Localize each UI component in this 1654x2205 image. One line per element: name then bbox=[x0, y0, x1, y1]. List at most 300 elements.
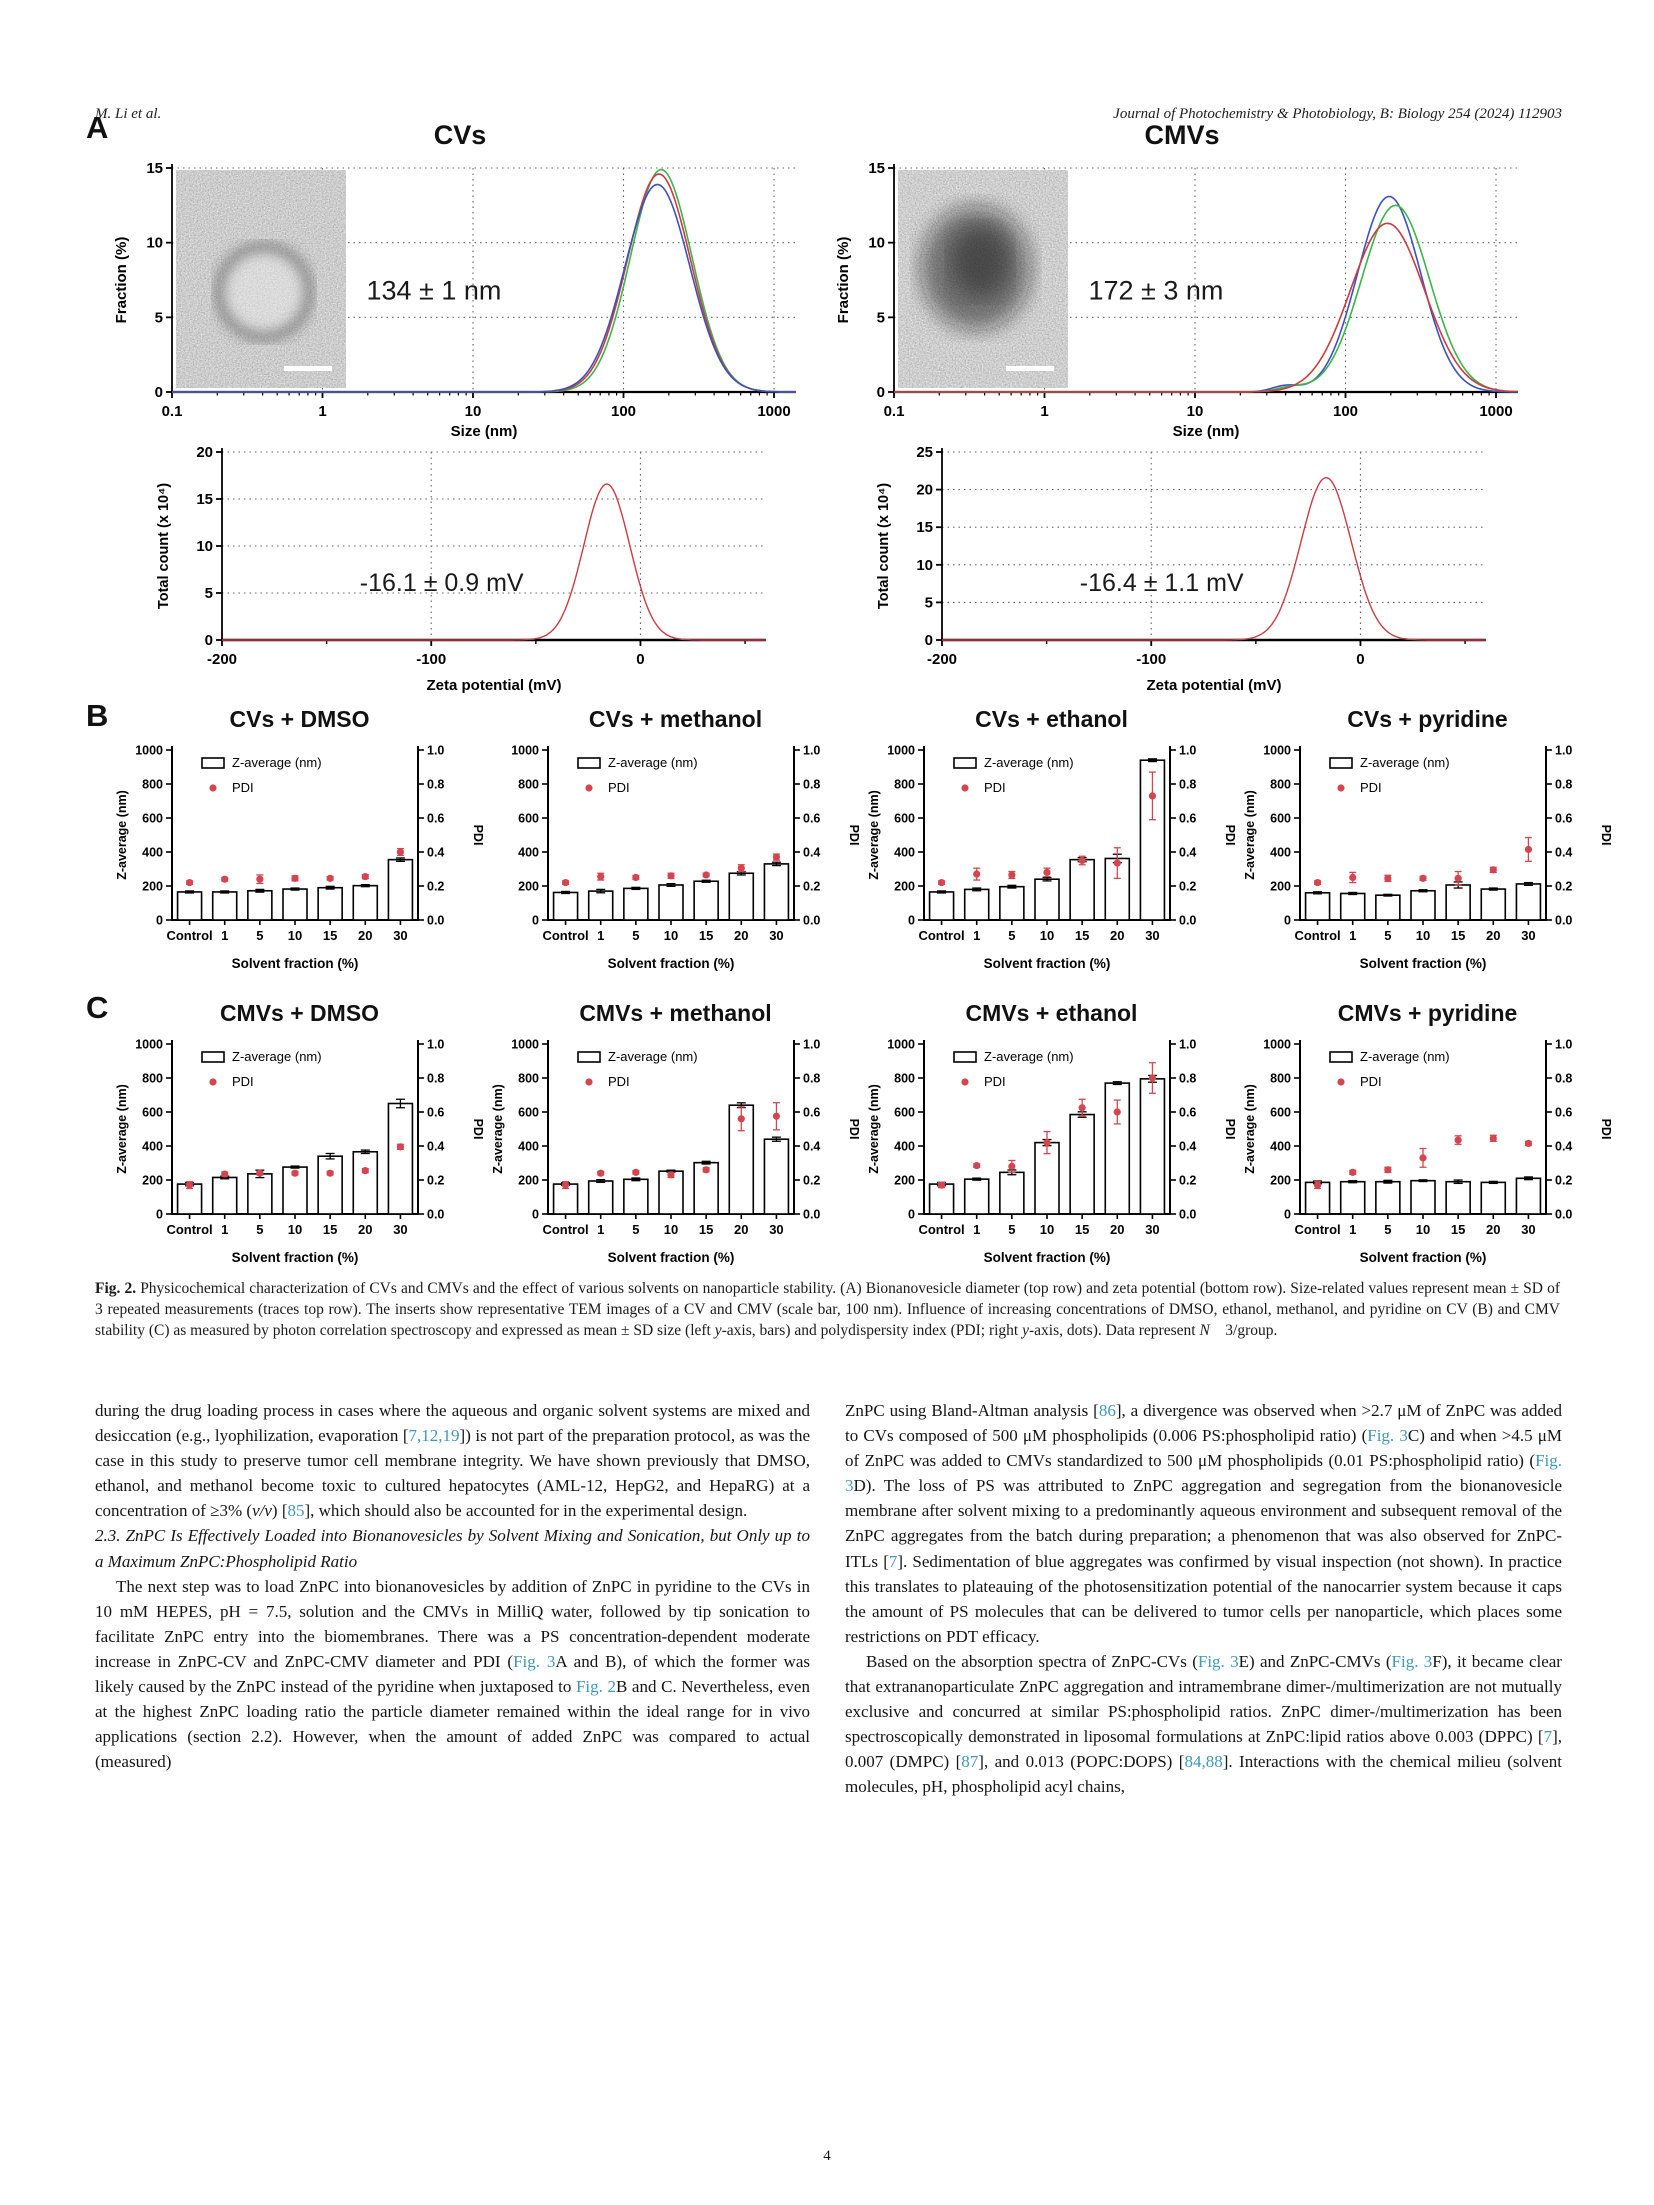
svg-text:Size (nm): Size (nm) bbox=[450, 423, 518, 440]
svg-text:1: 1 bbox=[597, 1222, 605, 1237]
svg-text:20: 20 bbox=[358, 1222, 373, 1237]
svg-text:400: 400 bbox=[894, 845, 915, 860]
svg-text:600: 600 bbox=[1270, 811, 1291, 826]
svg-text:800: 800 bbox=[1270, 1071, 1291, 1086]
svg-text:10: 10 bbox=[868, 234, 885, 252]
svg-text:1.0: 1.0 bbox=[1555, 1037, 1573, 1052]
svg-text:10: 10 bbox=[1039, 928, 1055, 943]
svg-text:PDI: PDI bbox=[984, 1074, 1006, 1089]
cmv-methanol-chart-block bbox=[488, 1000, 863, 1279]
svg-text:30: 30 bbox=[769, 1222, 784, 1237]
svg-text:600: 600 bbox=[1270, 1105, 1291, 1120]
svg-text:0: 0 bbox=[1356, 651, 1365, 668]
svg-text:Z-average (nm): Z-average (nm) bbox=[115, 1084, 129, 1174]
cmv-methanol-title: CMVs + methanol bbox=[579, 1000, 772, 1026]
svg-text:1000: 1000 bbox=[511, 743, 539, 758]
citation-link[interactable]: Fig. 2 bbox=[575, 1677, 616, 1697]
svg-text:0.8: 0.8 bbox=[1179, 777, 1197, 792]
svg-text:-100: -100 bbox=[1136, 651, 1167, 668]
svg-text:0.4: 0.4 bbox=[1179, 1139, 1197, 1154]
svg-text:1: 1 bbox=[221, 928, 229, 943]
svg-text:5: 5 bbox=[1008, 928, 1016, 943]
tem-insert-cv-image bbox=[176, 170, 346, 388]
svg-text:600: 600 bbox=[142, 811, 163, 826]
svg-text:Solvent fraction (%): Solvent fraction (%) bbox=[607, 956, 735, 971]
vesicle-ring bbox=[220, 248, 308, 336]
svg-text:PDI: PDI bbox=[1360, 780, 1382, 795]
svg-text:PDI: PDI bbox=[1599, 824, 1613, 846]
svg-text:Fraction (%): Fraction (%) bbox=[835, 236, 852, 324]
svg-text:15: 15 bbox=[322, 1222, 338, 1237]
svg-text:0.4: 0.4 bbox=[427, 1139, 445, 1154]
svg-text:0.4: 0.4 bbox=[803, 1139, 821, 1154]
svg-text:Solvent fraction (%): Solvent fraction (%) bbox=[607, 1250, 735, 1265]
svg-text:100: 100 bbox=[610, 403, 637, 420]
svg-text:15: 15 bbox=[868, 160, 885, 177]
svg-text:Solvent fraction (%): Solvent fraction (%) bbox=[231, 1250, 359, 1265]
svg-text:Control: Control bbox=[918, 928, 965, 943]
svg-text:1.0: 1.0 bbox=[427, 743, 445, 758]
svg-text:Z-average (nm): Z-average (nm) bbox=[867, 790, 881, 880]
svg-text:1000: 1000 bbox=[887, 1037, 915, 1052]
svg-text:0.0: 0.0 bbox=[1179, 1207, 1197, 1222]
svg-text:0.2: 0.2 bbox=[1179, 1173, 1197, 1188]
svg-text:0: 0 bbox=[156, 913, 163, 928]
cv-ethanol-bar-chart bbox=[864, 734, 1239, 980]
svg-text:PDI: PDI bbox=[608, 1074, 630, 1089]
svg-text:0.8: 0.8 bbox=[1179, 1071, 1197, 1086]
svg-text:0: 0 bbox=[1284, 913, 1291, 928]
svg-text:0.2: 0.2 bbox=[427, 879, 445, 894]
svg-text:Z-average (nm): Z-average (nm) bbox=[1360, 1049, 1450, 1064]
svg-text:10: 10 bbox=[663, 928, 679, 943]
svg-text:10: 10 bbox=[287, 1222, 303, 1237]
svg-text:0.6: 0.6 bbox=[427, 1105, 445, 1120]
svg-text:PDI: PDI bbox=[847, 824, 861, 846]
svg-text:0: 0 bbox=[204, 632, 213, 649]
svg-text:0.2: 0.2 bbox=[803, 1173, 821, 1188]
svg-text:30: 30 bbox=[1145, 1222, 1160, 1237]
cmv-ethanol-chart-block bbox=[864, 1000, 1239, 1279]
svg-text:0.2: 0.2 bbox=[427, 1173, 445, 1188]
svg-text:0.4: 0.4 bbox=[1179, 845, 1197, 860]
cv-pyridine-chart-block bbox=[1240, 706, 1615, 985]
svg-text:5: 5 bbox=[1008, 1222, 1016, 1237]
svg-text:30: 30 bbox=[1145, 928, 1160, 943]
svg-text:Control: Control bbox=[166, 1222, 213, 1237]
cv-dmso-bar-chart bbox=[112, 734, 487, 980]
svg-text:800: 800 bbox=[142, 1071, 163, 1086]
svg-text:600: 600 bbox=[518, 811, 539, 826]
svg-text:5: 5 bbox=[154, 309, 163, 327]
svg-text:15: 15 bbox=[1450, 928, 1466, 943]
svg-text:Zeta potential (mV): Zeta potential (mV) bbox=[426, 677, 562, 694]
svg-text:400: 400 bbox=[1270, 845, 1291, 860]
tem-insert-cmv-image bbox=[898, 170, 1068, 388]
svg-text:0.6: 0.6 bbox=[1555, 811, 1573, 826]
svg-text:0: 0 bbox=[924, 632, 933, 649]
svg-text:Z-average (nm): Z-average (nm) bbox=[984, 755, 1074, 770]
svg-text:Control: Control bbox=[542, 1222, 589, 1237]
svg-text:Z-average (nm): Z-average (nm) bbox=[232, 755, 322, 770]
svg-text:0: 0 bbox=[908, 1207, 915, 1222]
panel-a-label: A bbox=[86, 110, 109, 145]
citation-link[interactable]: 87 bbox=[961, 1752, 979, 1772]
svg-text:200: 200 bbox=[894, 1173, 915, 1188]
cv-pyridine-bar-chart bbox=[1240, 734, 1615, 980]
svg-text:134 ± 1 nm: 134 ± 1 nm bbox=[366, 275, 502, 306]
citation-link[interactable]: Fig. 3 bbox=[845, 1451, 1562, 1496]
svg-text:800: 800 bbox=[894, 777, 915, 792]
citation-link[interactable]: 86 bbox=[1098, 1401, 1116, 1420]
svg-text:Control: Control bbox=[1294, 1222, 1341, 1237]
svg-text:20: 20 bbox=[1486, 928, 1501, 943]
svg-text:200: 200 bbox=[518, 1173, 539, 1188]
svg-text:600: 600 bbox=[518, 1105, 539, 1120]
svg-text:Z-average (nm): Z-average (nm) bbox=[984, 1049, 1074, 1064]
svg-text:0.0: 0.0 bbox=[1555, 1207, 1573, 1222]
svg-text:5: 5 bbox=[1384, 928, 1392, 943]
svg-text:1: 1 bbox=[1349, 1222, 1357, 1237]
citation-link[interactable]: 84,88 bbox=[1184, 1752, 1223, 1772]
svg-text:0.8: 0.8 bbox=[427, 777, 445, 792]
svg-text:0.4: 0.4 bbox=[427, 845, 445, 860]
svg-text:PDI: PDI bbox=[847, 1118, 861, 1140]
svg-text:0: 0 bbox=[532, 1207, 539, 1222]
svg-text:200: 200 bbox=[1270, 1173, 1291, 1188]
svg-text:15: 15 bbox=[196, 491, 213, 508]
svg-text:-16.1 ± 0.9 mV: -16.1 ± 0.9 mV bbox=[359, 569, 524, 598]
cv-ethanol-title: CVs + ethanol bbox=[975, 706, 1128, 732]
svg-text:1: 1 bbox=[1349, 928, 1357, 943]
svg-text:PDI: PDI bbox=[1599, 1118, 1613, 1140]
svg-text:Control: Control bbox=[918, 1222, 965, 1237]
cv-methanol-bar-chart bbox=[488, 734, 863, 980]
citation-link[interactable]: 7 bbox=[888, 1551, 898, 1571]
svg-text:Total count (x 10⁴): Total count (x 10⁴) bbox=[156, 482, 172, 610]
svg-text:-100: -100 bbox=[416, 651, 447, 668]
svg-text:200: 200 bbox=[518, 879, 539, 894]
svg-text:PDI: PDI bbox=[608, 780, 630, 795]
citation-link[interactable]: Fig. 3 bbox=[513, 1651, 556, 1671]
svg-text:20: 20 bbox=[1486, 1222, 1501, 1237]
svg-text:20: 20 bbox=[734, 928, 749, 943]
svg-text:1000: 1000 bbox=[1263, 743, 1291, 758]
svg-text:400: 400 bbox=[518, 1139, 539, 1154]
cmv-dmso-chart-block bbox=[112, 1000, 487, 1279]
scale-bar bbox=[1006, 366, 1054, 371]
svg-text:Z-average (nm): Z-average (nm) bbox=[1243, 790, 1257, 880]
citation-link[interactable]: 7 bbox=[1543, 1727, 1553, 1747]
figure-2-caption: Fig. 2. Physicochemical characterization of CVs and CMVs and the effect of various solvents on nanoparticle stability. (A) Bionanovesicle diameter (top row) and zeta potential (bottom row). Size-related values represent mean ± SD of 3 repeated measurements (traces top row). The inserts show representative TEM images of a CV and CMV (scale bar, 100 nm). Influence of increasing concentrations of DMSO, ethanol, methanol, and pyridine on CV (B) and CMV stability (C) as measured by photon correlation spectroscopy and expressed as mean ± SD size (left y-axis, bars) and polydispersity index (PDI; right y-axis, dots). Data represent N 3/group. bbox=[95, 1280, 1560, 1339]
svg-text:30: 30 bbox=[1521, 1222, 1536, 1237]
cmv-pyridine-bar-chart bbox=[1240, 1028, 1615, 1274]
citation-link[interactable]: Fig. 3 bbox=[1197, 1651, 1239, 1671]
svg-text:Solvent fraction (%): Solvent fraction (%) bbox=[1359, 1250, 1487, 1265]
svg-text:400: 400 bbox=[142, 1139, 163, 1154]
svg-text:10: 10 bbox=[1186, 403, 1204, 420]
cmv-dmso-title: CMVs + DMSO bbox=[219, 1000, 380, 1026]
cv-methanol-title: CVs + methanol bbox=[588, 706, 763, 732]
svg-text:20: 20 bbox=[916, 481, 933, 499]
svg-text:5: 5 bbox=[204, 585, 213, 602]
svg-text:10: 10 bbox=[916, 556, 933, 574]
cmv-zeta-potential-chart bbox=[870, 440, 1510, 700]
svg-text:1000: 1000 bbox=[887, 743, 915, 758]
svg-text:Z-average (nm): Z-average (nm) bbox=[867, 1084, 881, 1174]
svg-text:10: 10 bbox=[146, 234, 163, 252]
svg-text:100: 100 bbox=[1332, 403, 1359, 420]
svg-text:-200: -200 bbox=[926, 651, 958, 668]
svg-text:5: 5 bbox=[256, 1222, 264, 1237]
cv-size-chart-block bbox=[110, 120, 810, 454]
svg-text:0.2: 0.2 bbox=[1555, 1173, 1573, 1188]
svg-text:0.6: 0.6 bbox=[1179, 1105, 1197, 1120]
svg-text:10: 10 bbox=[663, 1222, 679, 1237]
svg-text:0.2: 0.2 bbox=[1555, 879, 1573, 894]
svg-text:Z-average (nm): Z-average (nm) bbox=[608, 1049, 698, 1064]
svg-text:0.0: 0.0 bbox=[803, 913, 821, 928]
svg-text:800: 800 bbox=[894, 1071, 915, 1086]
svg-text:Z-average (nm): Z-average (nm) bbox=[491, 1084, 505, 1174]
cmv-dmso-bar-chart bbox=[112, 1028, 487, 1274]
svg-text:0: 0 bbox=[532, 913, 539, 928]
svg-text:PDI: PDI bbox=[232, 780, 254, 795]
svg-text:172 ± 3 nm: 172 ± 3 nm bbox=[1088, 275, 1224, 306]
svg-text:5: 5 bbox=[632, 1222, 640, 1237]
svg-text:30: 30 bbox=[1521, 928, 1536, 943]
svg-text:1: 1 bbox=[318, 403, 327, 420]
svg-text:1000: 1000 bbox=[135, 743, 163, 758]
svg-text:30: 30 bbox=[393, 928, 408, 943]
svg-text:20: 20 bbox=[1110, 1222, 1125, 1237]
svg-text:10: 10 bbox=[1415, 928, 1431, 943]
svg-text:0.6: 0.6 bbox=[803, 811, 821, 826]
cmv-pyridine-title: CMVs + pyridine bbox=[1337, 1000, 1518, 1026]
cv-zeta-chart-block bbox=[150, 440, 790, 705]
svg-text:0: 0 bbox=[156, 1207, 163, 1222]
svg-text:Fraction (%): Fraction (%) bbox=[113, 236, 130, 324]
svg-text:Control: Control bbox=[166, 928, 213, 943]
svg-text:Solvent fraction (%): Solvent fraction (%) bbox=[983, 1250, 1111, 1265]
svg-text:0.0: 0.0 bbox=[427, 1207, 445, 1222]
svg-text:1: 1 bbox=[973, 1222, 981, 1237]
body-paragraph: The next step was to load ZnPC into bionanovesicles by addition of ZnPC in pyridine to the CVs in 10 mM HEPES, pH = 7.5, solution and the CMVs in MilliQ water, followed by tip sonication to facilitate ZnPC entry into the biomembranes. There was a PS concentration-dependent moderate increase in ZnPC-CV and ZnPC-CMV diameter and PDI (Fig. 3A and B), of which the former was likely caused by the ZnPC instead of the pyridine when juxtaposed to Fig. 2B and C. Nevertheless, even at the highest ZnPC loading ratio the particle diameter remained within the ideal range for in vivo applications (section 2.2). However, when the amount of added ZnPC was compared to actual (measured) bbox=[95, 1576, 810, 1772]
svg-text:1.0: 1.0 bbox=[803, 1037, 821, 1052]
svg-text:5: 5 bbox=[632, 928, 640, 943]
body-paragraph: Based on the absorption spectra of ZnPC-CVs (Fig. 3E) and ZnPC-CMVs (Fig. 3F), it became clear that extrananoparticulate ZnPC aggregation and intramembrane dimer-/multimerization are not mutually exclusive and concurred at similar PS:phospholipid ratios. ZnPC dimer-/multimerization has been spectroscopically demonstrated in liposomal formulations at ZnPC:lipid ratios above 0.003 (DPPC) [7], 0.007 (DMPC) [87], and 0.013 (POPC:DOPS) [84,88]. Interactions with the chemical milieu (solvent molecules, pH, phospholipid acyl chains, bbox=[845, 1651, 1562, 1797]
body-paragraph: during the drug loading process in cases where the aqueous and organic solvent systems are mixed and desiccation (e.g., lyophilization, evaporation [7,12,19]) is not part of the preparation protocol, as was the case in this study to preserve tumor cell membrane integrity. We have shown previously that DMSO, ethanol, and methanol become toxic to cultured hepatocytes (AML-12, HepG2, and HepaRG) at a concentration of ≥3% (v/v) [85], which should also be accounted for in the experimental design. bbox=[95, 1401, 810, 1521]
svg-text:PDI: PDI bbox=[1223, 1118, 1237, 1140]
vesicle-blob-core bbox=[950, 226, 1010, 298]
svg-text:0.6: 0.6 bbox=[427, 811, 445, 826]
svg-text:1: 1 bbox=[1040, 403, 1049, 420]
svg-text:1000: 1000 bbox=[1479, 403, 1513, 420]
left-column bbox=[95, 1398, 810, 1774]
svg-text:200: 200 bbox=[1270, 879, 1291, 894]
body-paragraph: ZnPC using Bland-Altman analysis [86], a divergence was observed when >2.7 μM of ZnPC was added to CVs composed of 500 μM phospholipids (0.006 PS:phospholipid ratio) (Fig. 3C) and when >4.5 μM of ZnPC was added to CMVs standardized to 500 μM phospholipids (0.01 PS:phospholipid ratio) (Fig. 3D). The loss of PS was attributed to ZnPC aggregation and segregation from the bionanovesicle membrane after solvent mixing to a predominantly aqueous environment and subsequent removal of the ZnPC aggregates from the batch during preparation; a phenomenon that was also observed for ZnPC-ITLs [7]. Sedimentation of blue aggregates was confirmed by visual inspection (not shown). In practice this translates to plateauing of the photosensitization potential of the nanocarrier system because it caps the amount of PS molecules that can be delivered to tumor cells per nanoparticle, which places some restrictions on PDT efficacy. bbox=[845, 1401, 1562, 1646]
svg-text:0: 0 bbox=[908, 913, 915, 928]
svg-text:200: 200 bbox=[894, 879, 915, 894]
svg-text:0.8: 0.8 bbox=[803, 1071, 821, 1086]
svg-text:0.0: 0.0 bbox=[1555, 913, 1573, 928]
svg-text:1.0: 1.0 bbox=[803, 743, 821, 758]
svg-text:5: 5 bbox=[1384, 1222, 1392, 1237]
svg-text:15: 15 bbox=[1074, 1222, 1090, 1237]
svg-text:10: 10 bbox=[1039, 1222, 1055, 1237]
svg-text:0.2: 0.2 bbox=[1179, 879, 1197, 894]
svg-text:800: 800 bbox=[518, 777, 539, 792]
svg-text:1.0: 1.0 bbox=[1555, 743, 1573, 758]
cv-methanol-chart-block bbox=[488, 706, 863, 985]
cmv-methanol-bar-chart bbox=[488, 1028, 863, 1274]
svg-text:600: 600 bbox=[894, 811, 915, 826]
cmv-ethanol-bar-chart bbox=[864, 1028, 1239, 1274]
cmv-zeta-chart-block bbox=[870, 440, 1510, 705]
svg-text:200: 200 bbox=[142, 879, 163, 894]
journal-header: Journal of Photochemistry & Photobiology, B: Biology 254 (2024) 112903 bbox=[1113, 106, 1562, 122]
svg-text:0.4: 0.4 bbox=[803, 845, 821, 860]
cv-pyridine-title: CVs + pyridine bbox=[1347, 706, 1508, 732]
svg-text:800: 800 bbox=[142, 777, 163, 792]
svg-text:20: 20 bbox=[358, 928, 373, 943]
svg-text:10: 10 bbox=[1415, 1222, 1431, 1237]
svg-text:0.0: 0.0 bbox=[1179, 913, 1197, 928]
svg-text:0.8: 0.8 bbox=[803, 777, 821, 792]
svg-text:Solvent fraction (%): Solvent fraction (%) bbox=[231, 956, 359, 971]
svg-text:600: 600 bbox=[894, 1105, 915, 1120]
citation-link[interactable]: Fig. 3 bbox=[1391, 1651, 1433, 1671]
svg-text:-200: -200 bbox=[206, 651, 238, 668]
svg-text:PDI: PDI bbox=[232, 1074, 254, 1089]
svg-text:PDI: PDI bbox=[471, 824, 485, 846]
cv-dmso-chart-block bbox=[112, 706, 487, 985]
svg-text:1000: 1000 bbox=[757, 403, 791, 420]
svg-text:5: 5 bbox=[924, 594, 933, 612]
svg-text:30: 30 bbox=[393, 1222, 408, 1237]
svg-text:15: 15 bbox=[146, 160, 163, 177]
svg-text:200: 200 bbox=[142, 1173, 163, 1188]
svg-text:Z-average (nm): Z-average (nm) bbox=[608, 755, 698, 770]
svg-text:Control: Control bbox=[542, 928, 589, 943]
svg-text:0.8: 0.8 bbox=[1555, 777, 1573, 792]
svg-text:0.0: 0.0 bbox=[803, 1207, 821, 1222]
svg-text:0: 0 bbox=[876, 384, 885, 401]
svg-text:10: 10 bbox=[287, 928, 303, 943]
svg-text:25: 25 bbox=[916, 444, 933, 461]
svg-text:Zeta potential (mV): Zeta potential (mV) bbox=[1146, 677, 1282, 694]
citation-link[interactable]: Fig. 3 bbox=[1367, 1426, 1408, 1446]
svg-text:Total count (x 10⁴): Total count (x 10⁴) bbox=[876, 482, 892, 610]
svg-text:20: 20 bbox=[734, 1222, 749, 1237]
scale-bar bbox=[284, 366, 332, 371]
author-header: M. Li et al. bbox=[95, 106, 162, 122]
svg-text:0.6: 0.6 bbox=[803, 1105, 821, 1120]
section-2-3-heading: 2.3. ZnPC Is Effectively Loaded into Bionanovesicles by Solvent Mixing and Sonication, but Only up to a Maximum ZnPC:Phospholipid Ratio bbox=[95, 1526, 810, 1571]
svg-text:20: 20 bbox=[1110, 928, 1125, 943]
panel-b-label: B bbox=[86, 698, 109, 733]
right-column bbox=[845, 1398, 1562, 1800]
svg-text:Z-average (nm): Z-average (nm) bbox=[1360, 755, 1450, 770]
cv-ethanol-chart-block bbox=[864, 706, 1239, 985]
citation-link[interactable]: 7,12,19 bbox=[408, 1426, 460, 1446]
svg-text:15: 15 bbox=[1450, 1222, 1466, 1237]
cmv-pyridine-chart-block bbox=[1240, 1000, 1615, 1279]
svg-text:PDI: PDI bbox=[984, 780, 1006, 795]
svg-text:1000: 1000 bbox=[511, 1037, 539, 1052]
svg-text:0: 0 bbox=[154, 384, 163, 401]
svg-text:30: 30 bbox=[769, 928, 784, 943]
svg-text:0.4: 0.4 bbox=[1555, 845, 1573, 860]
svg-text:10: 10 bbox=[464, 403, 482, 420]
svg-text:-16.4 ± 1.1 mV: -16.4 ± 1.1 mV bbox=[1079, 569, 1244, 598]
page-number: 4 bbox=[823, 2148, 831, 2164]
svg-text:0: 0 bbox=[636, 651, 645, 668]
svg-text:15: 15 bbox=[698, 928, 714, 943]
svg-text:400: 400 bbox=[518, 845, 539, 860]
citation-link[interactable]: 85 bbox=[287, 1501, 305, 1521]
svg-text:0.6: 0.6 bbox=[1179, 811, 1197, 826]
svg-text:0.2: 0.2 bbox=[803, 879, 821, 894]
cv-dmso-title: CVs + DMSO bbox=[229, 706, 370, 732]
svg-text:15: 15 bbox=[322, 928, 338, 943]
svg-text:15: 15 bbox=[916, 519, 933, 537]
svg-text:Control: Control bbox=[1294, 928, 1341, 943]
svg-text:Z-average (nm): Z-average (nm) bbox=[115, 790, 129, 880]
svg-text:Solvent fraction (%): Solvent fraction (%) bbox=[983, 956, 1111, 971]
svg-text:600: 600 bbox=[142, 1105, 163, 1120]
panel-c-label: C bbox=[86, 990, 109, 1025]
svg-text:Z-average (nm): Z-average (nm) bbox=[1243, 1084, 1257, 1174]
svg-text:1.0: 1.0 bbox=[1179, 743, 1197, 758]
svg-text:5: 5 bbox=[256, 928, 264, 943]
cv-size-chart-title: CVs bbox=[433, 120, 487, 150]
cv-zeta-potential-chart bbox=[150, 440, 790, 700]
svg-text:1: 1 bbox=[597, 928, 605, 943]
svg-text:0: 0 bbox=[1284, 1207, 1291, 1222]
svg-text:400: 400 bbox=[1270, 1139, 1291, 1154]
svg-text:15: 15 bbox=[698, 1222, 714, 1237]
svg-text:PDI: PDI bbox=[1360, 1074, 1382, 1089]
svg-text:1000: 1000 bbox=[1263, 1037, 1291, 1052]
svg-text:5: 5 bbox=[876, 309, 885, 327]
svg-text:0.1: 0.1 bbox=[161, 403, 183, 420]
svg-text:800: 800 bbox=[518, 1071, 539, 1086]
cmv-size-chart-block bbox=[832, 120, 1532, 454]
svg-text:0.1: 0.1 bbox=[883, 403, 905, 420]
svg-text:1.0: 1.0 bbox=[427, 1037, 445, 1052]
svg-text:0.8: 0.8 bbox=[427, 1071, 445, 1086]
svg-text:PDI: PDI bbox=[1223, 824, 1237, 846]
svg-text:800: 800 bbox=[1270, 777, 1291, 792]
svg-text:0.8: 0.8 bbox=[1555, 1071, 1573, 1086]
cmv-size-chart-title: CMVs bbox=[1144, 120, 1220, 150]
svg-text:15: 15 bbox=[1074, 928, 1090, 943]
cmv-ethanol-title: CMVs + ethanol bbox=[965, 1000, 1138, 1026]
svg-text:400: 400 bbox=[894, 1139, 915, 1154]
svg-text:1: 1 bbox=[221, 1222, 229, 1237]
svg-text:0.6: 0.6 bbox=[1555, 1105, 1573, 1120]
svg-text:Size (nm): Size (nm) bbox=[1172, 423, 1240, 440]
svg-text:400: 400 bbox=[142, 845, 163, 860]
svg-text:10: 10 bbox=[196, 538, 213, 555]
svg-text:Z-average (nm): Z-average (nm) bbox=[232, 1049, 322, 1064]
svg-text:1000: 1000 bbox=[135, 1037, 163, 1052]
svg-text:1.0: 1.0 bbox=[1179, 1037, 1197, 1052]
svg-text:Solvent fraction (%): Solvent fraction (%) bbox=[1359, 956, 1487, 971]
svg-text:20: 20 bbox=[196, 444, 213, 461]
svg-text:0.4: 0.4 bbox=[1555, 1139, 1573, 1154]
